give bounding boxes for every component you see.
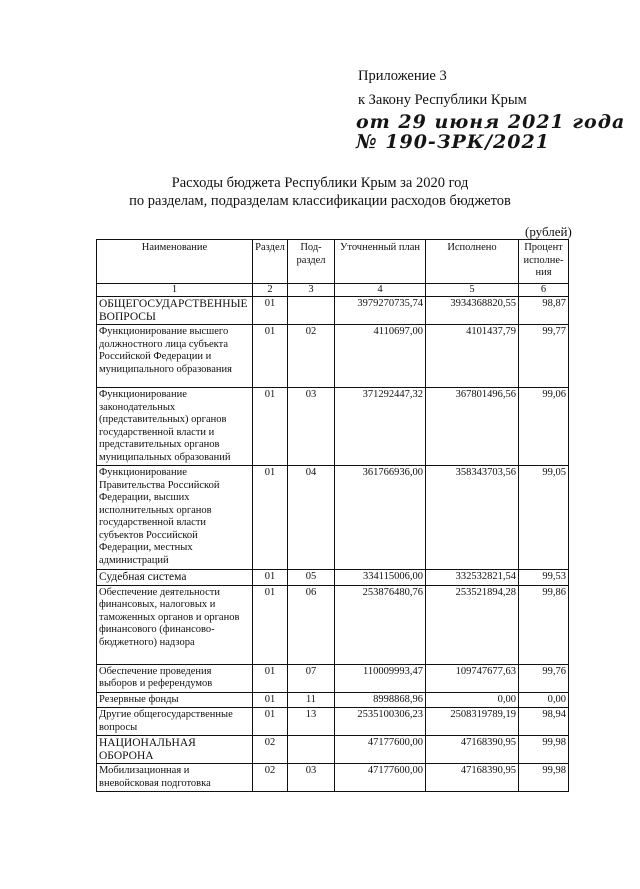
row-plan: 4110697,00 <box>335 325 426 388</box>
row-section: 01 <box>253 708 288 736</box>
row-section: 01 <box>253 388 288 466</box>
column-header-executed: Исполнено <box>426 240 519 284</box>
row-section: 01 <box>253 570 288 586</box>
table-row <box>97 570 569 586</box>
table-row <box>97 466 569 570</box>
row-plan: 361766936,00 <box>335 466 426 570</box>
units-label: (рублей) <box>525 224 572 239</box>
row-plan: 8998868,96 <box>335 692 426 708</box>
column-number: 1 <box>97 284 253 297</box>
row-section: 02 <box>253 736 288 764</box>
row-subsection <box>288 736 335 764</box>
row-name: Другие общегосударственные вопросы <box>97 708 253 736</box>
row-name: ОБЩЕГОСУДАРСТВЕННЫЕ ВОПРОСЫ <box>97 297 253 325</box>
column-number: 2 <box>253 284 288 297</box>
row-subsection: 02 <box>288 325 335 388</box>
row-executed: 253521894,28 <box>426 585 519 664</box>
row-percent: 99,06 <box>519 388 569 466</box>
law-reference: к Закону Республики Крым <box>358 92 527 108</box>
row-name: Функционирование высшего должностного лица субъекта Российской Федерации и муниципального образования <box>97 325 253 388</box>
row-executed: 367801496,56 <box>426 388 519 466</box>
row-executed: 3934368820,55 <box>426 297 519 325</box>
row-percent: 99,98 <box>519 764 569 792</box>
row-subsection: 03 <box>288 764 335 792</box>
row-name: Функционирование законодательных (представительных) органов государственной власти и представительных органов муниципальных образований <box>97 388 253 466</box>
row-percent: 99,76 <box>519 664 569 692</box>
row-section: 01 <box>253 325 288 388</box>
row-subsection: 05 <box>288 570 335 586</box>
row-name: Обеспечение деятельности финансовых, налоговых и таможенных органов и органов финансового (финансово-бюджетного) надзора <box>97 585 253 664</box>
row-name: Функционирование Правительства Российской Федерации, высших исполнительных органов государственной власти субъектов Российской Федерации, местных администраций <box>97 466 253 570</box>
row-plan: 334115006,00 <box>335 570 426 586</box>
row-percent: 98,94 <box>519 708 569 736</box>
column-header-percent: Процент исполне-ния <box>519 240 569 284</box>
column-number-row <box>97 284 569 297</box>
table-row <box>97 585 569 664</box>
row-executed: 47168390,95 <box>426 736 519 764</box>
column-header-section: Раздел <box>253 240 288 284</box>
row-subsection: 13 <box>288 708 335 736</box>
row-name: Резервные фонды <box>97 692 253 708</box>
row-subsection: 06 <box>288 585 335 664</box>
row-subsection <box>288 297 335 325</box>
row-subsection: 11 <box>288 692 335 708</box>
row-section: 01 <box>253 664 288 692</box>
column-header-plan: Уточненный план <box>335 240 426 284</box>
row-percent: 99,86 <box>519 585 569 664</box>
row-section: 01 <box>253 585 288 664</box>
row-percent: 98,87 <box>519 297 569 325</box>
row-name: Судебная система <box>97 570 253 586</box>
row-section: 01 <box>253 297 288 325</box>
row-name: Мобилизационная и вневойсковая подготовка <box>97 764 253 792</box>
row-executed: 358343703,56 <box>426 466 519 570</box>
row-percent: 99,05 <box>519 466 569 570</box>
table-row <box>97 388 569 466</box>
row-executed: 332532821,54 <box>426 570 519 586</box>
row-plan: 253876480,76 <box>335 585 426 664</box>
row-percent: 0,00 <box>519 692 569 708</box>
table-row <box>97 664 569 692</box>
row-section: 01 <box>253 466 288 570</box>
row-plan: 47177600,00 <box>335 764 426 792</box>
row-name: НАЦИОНАЛЬНАЯ ОБОРОНА <box>97 736 253 764</box>
row-percent: 99,98 <box>519 736 569 764</box>
document-title-line2: по разделам, подразделам классификации расходов бюджетов <box>129 193 511 209</box>
table-header-row <box>97 240 569 284</box>
row-plan: 2535100306,23 <box>335 708 426 736</box>
row-executed: 0,00 <box>426 692 519 708</box>
handwritten-date: от 29 июня 2021 года <box>356 111 626 133</box>
handwritten-number: № 190-ЗРК/2021 <box>356 131 550 153</box>
row-executed: 2508319789,19 <box>426 708 519 736</box>
table-row <box>97 708 569 736</box>
appendix-label: Приложение 3 <box>358 68 447 84</box>
table-row <box>97 325 569 388</box>
table-row <box>97 297 569 325</box>
row-name: Обеспечение проведения выборов и референдумов <box>97 664 253 692</box>
column-header-subsection: Под-раздел <box>288 240 335 284</box>
row-subsection: 04 <box>288 466 335 570</box>
row-percent: 99,53 <box>519 570 569 586</box>
row-subsection: 03 <box>288 388 335 466</box>
table-row <box>97 736 569 764</box>
budget-table <box>96 239 569 792</box>
row-percent: 99,77 <box>519 325 569 388</box>
document-title-line1: Расходы бюджета Республики Крым за 2020 год <box>171 175 469 191</box>
column-number: 5 <box>426 284 519 297</box>
row-executed: 47168390,95 <box>426 764 519 792</box>
row-plan: 3979270735,74 <box>335 297 426 325</box>
table-row <box>97 692 569 708</box>
row-executed: 109747677,63 <box>426 664 519 692</box>
row-plan: 47177600,00 <box>335 736 426 764</box>
row-plan: 110009993,47 <box>335 664 426 692</box>
row-section: 01 <box>253 692 288 708</box>
row-executed: 4101437,79 <box>426 325 519 388</box>
table-row <box>97 764 569 792</box>
column-number: 3 <box>288 284 335 297</box>
column-number: 4 <box>335 284 426 297</box>
row-plan: 371292447,32 <box>335 388 426 466</box>
column-number: 6 <box>519 284 569 297</box>
row-section: 02 <box>253 764 288 792</box>
column-header-name: Наименование <box>97 240 253 284</box>
row-subsection: 07 <box>288 664 335 692</box>
